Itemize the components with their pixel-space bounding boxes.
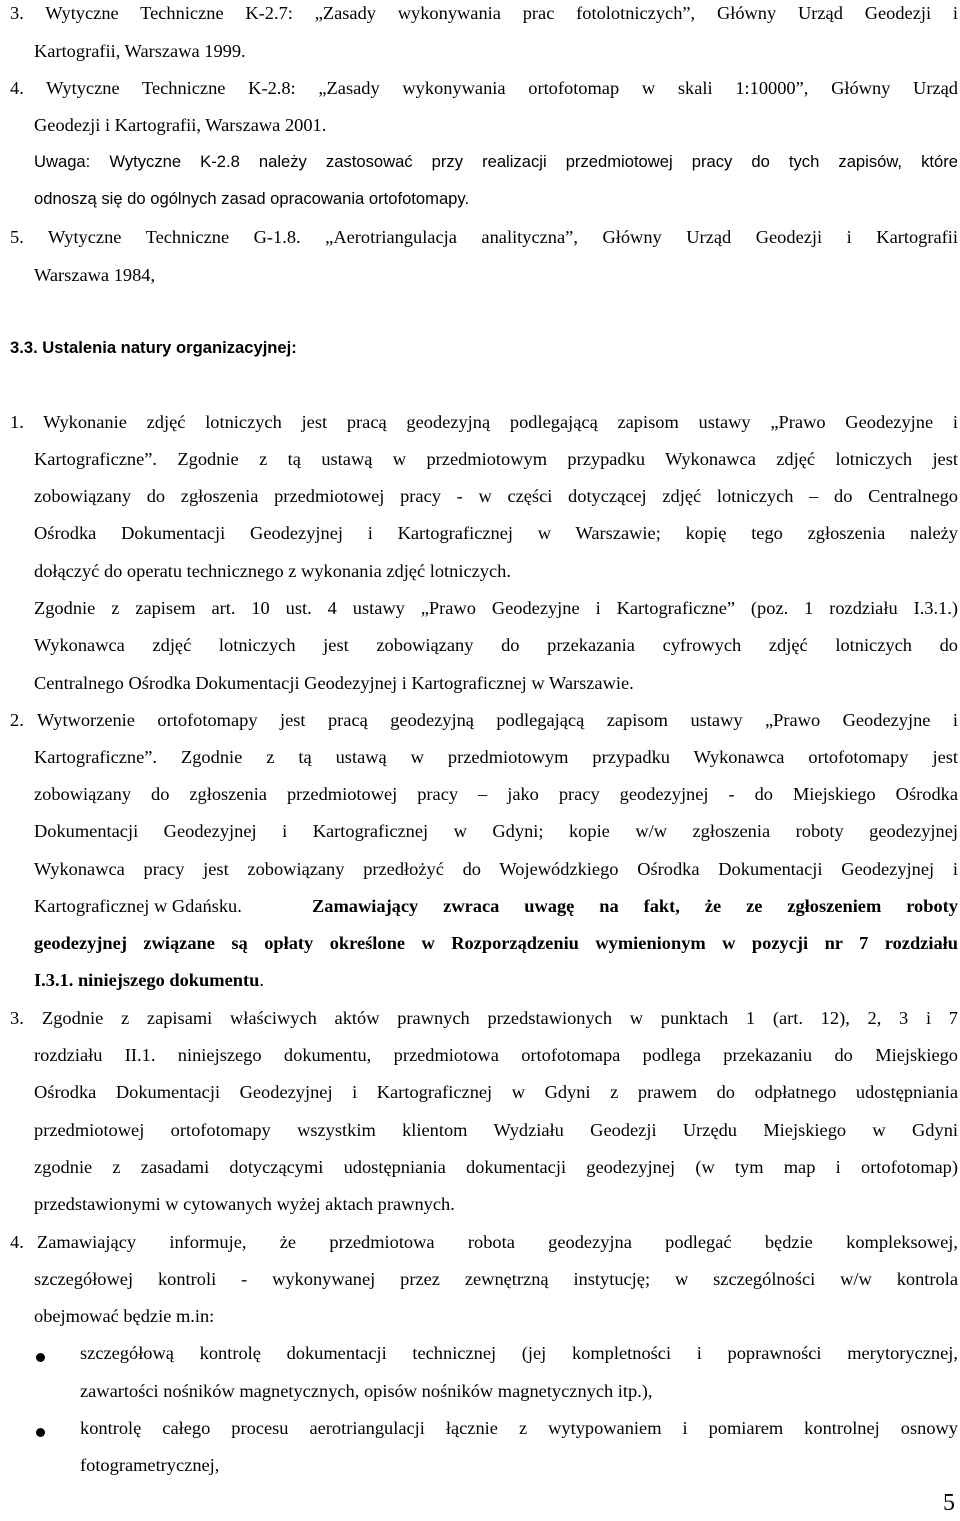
bullet-1-line-1: szczegółową kontrolę dokumentacji technicznej (jej kompletności i poprawności merytorycznej, xyxy=(80,1343,958,1363)
para2-line-6b-emphasis: Zamawiający zwraca uwagę na fakt, że ze zgłoszeniem roboty xyxy=(312,896,958,916)
reference-5-line-2: Warszawa 1984, xyxy=(34,265,156,285)
reference-4-line-2: Geodezji i Kartografii, Warszawa 2001. xyxy=(34,115,327,135)
para2-line-8 xyxy=(34,969,264,991)
para2-line-1: Wytworzenie ortofotomapy jest pracą geodezyjną podlegającą zapisom ustawy „Prawo Geodezyjne i xyxy=(37,710,958,730)
para2-line-2: Kartograficzne”. Zgodnie z tą ustawą w przedmiotowym przypadku Wykonawca ortofotomapy jest xyxy=(34,747,958,767)
para3-line-4: przedmiotowej ortofotomapy wszystkim klientom Wydziału Geodezji Urzędu Miejskiego w Gdyni xyxy=(34,1120,958,1140)
para3-line-3: Ośrodka Dokumentacji Geodezyjnej i Kartograficznej w Gdyni z prawem do odpłatnego udostępniania xyxy=(34,1082,958,1102)
para4-line-3: obejmować będzie m.in: xyxy=(34,1306,215,1326)
para3-line-5: zgodnie z zasadami dotyczącymi udostępniania dokumentacji geodezyjnej (w tym map i ortofotomap) xyxy=(34,1157,958,1177)
para4-line-1: Zamawiający informuje, że przedmiotowa robota geodezyjna podlegać będzie kompleksowej, xyxy=(37,1232,958,1252)
para1-line-1: 1. Wykonanie zdjęć lotniczych jest pracą geodezyjną podlegającą zapisom ustawy „Prawo Geodezyjne i xyxy=(10,412,958,432)
para2-line-7-emphasis: geodezyjnej związane są opłaty określone w Rozporządzeniu wymienionym w pozycji nr 7 rozdziału xyxy=(34,933,958,953)
para4-line-2: szczegółowej kontroli - wykonywanej przez zewnętrzną instytucję; w szczególności w/w kontrola xyxy=(34,1269,958,1289)
para1-line-4: Ośrodka Dokumentacji Geodezyjnej i Kartograficznej w Warszawie; kopię tego zgłoszenia należy xyxy=(34,523,958,543)
bullet-2-line-2: fotogrametrycznej, xyxy=(80,1455,220,1475)
para2-line-8-end: . xyxy=(259,970,264,990)
para1-line-8: Centralnego Ośrodka Dokumentacji Geodezyjnej i Kartograficznej w Warszawie. xyxy=(34,673,634,693)
para3-line-2: rozdziału II.1. niniejszego dokumentu, przedmiotowa ortofotomapa podlega przekazaniu do Miejskiego xyxy=(34,1045,958,1065)
para2-line-6a: Kartograficznej w Gdańsku. xyxy=(34,896,242,916)
para2-line-3: zobowiązany do zgłoszenia przedmiotowej pracy – jako pracy geodezyjnej - do Miejskiego Ośrodka xyxy=(34,784,958,804)
para1-line-5: dołączyć do operatu technicznego z wykonania zdjęć lotniczych. xyxy=(34,561,511,581)
para2-number: 2. xyxy=(10,710,24,730)
para2-line-8-emphasis: I.3.1. niniejszego dokumentu xyxy=(34,970,260,990)
reference-3-line-2: Kartografii, Warszawa 1999. xyxy=(34,41,246,61)
section-heading: 3.3. Ustalenia natury organizacyjnej: xyxy=(10,338,297,357)
reference-4-line-1: 4. Wytyczne Techniczne K-2.8: „Zasady wykonywania ortofotomap w skali 1:10000”, Główny Urząd xyxy=(10,78,958,98)
para3-line-6: przedstawionymi w cytowanych wyżej aktach prawnych. xyxy=(34,1194,455,1214)
bullet-2-line-1: kontrolę całego procesu aerotriangulacji łącznie z wytypowaniem i pomiarem kontrolnej osnowy xyxy=(80,1418,958,1438)
para2-line-4: Dokumentacji Geodezyjnej i Kartograficznej w Gdyni; kopie w/w zgłoszenia roboty geodezyjnej xyxy=(34,821,958,841)
para4-number: 4. xyxy=(10,1232,24,1252)
para1-line-6: Zgodnie z zapisem art. 10 ust. 4 ustawy „Prawo Geodezyjne i Kartograficzne” (poz. 1 rozdziału I.3.1.) xyxy=(34,598,958,618)
para2-line-5: Wykonawca pracy jest zobowiązany przedłożyć do Wojewódzkiego Ośrodka Dokumentacji Geodezyjnej i xyxy=(34,859,958,879)
para3-number: 3. xyxy=(10,1008,24,1028)
reference-5-line-1: 5. Wytyczne Techniczne G-1.8. „Aerotriangulacja analityczna”, Główny Urząd Geodezji i Kartografii xyxy=(10,227,958,247)
bullet-1-line-2: zawartości nośników magnetycznych, opisów nośników magnetycznych itp.), xyxy=(80,1381,653,1401)
para1-line-3: zobowiązany do zgłoszenia przedmiotowej pracy - w części dotyczącej zdjęć lotniczych – do Centralnego xyxy=(34,486,958,506)
bullet-dot-1 xyxy=(36,1353,45,1362)
reference-3-line-1: 3. Wytyczne Techniczne K-2.7: „Zasady wykonywania prac fotolotniczych”, Główny Urząd Geodezji i xyxy=(10,3,958,23)
para1-line-2: Kartograficzne”. Zgodnie z tą ustawą w przedmiotowym przypadku Wykonawca zdjęć lotniczych jest xyxy=(34,449,958,469)
note-line-1: Uwaga: Wytyczne K-2.8 należy zastosować przy realizacji przedmiotowej pracy do tych zapisów, które xyxy=(34,152,958,171)
para1-line-7: Wykonawca zdjęć lotniczych jest zobowiązany do przekazania cyfrowych zdjęć lotniczych do xyxy=(34,635,958,655)
bullet-dot-2 xyxy=(36,1428,45,1437)
note-line-2: odnoszą się do ogólnych zasad opracowania ortofotomapy. xyxy=(34,189,470,208)
page-number: 5 xyxy=(943,1490,955,1516)
para3-line-1: Zgodnie z zapisami właściwych aktów prawnych przedstawionych w punktach 1 (art. 12), 2, 3 i 7 xyxy=(42,1008,958,1028)
